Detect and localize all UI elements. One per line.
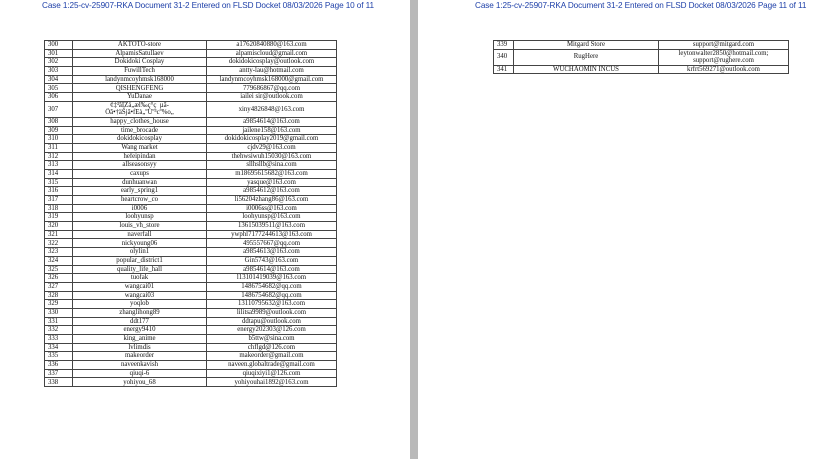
email-address: iailei sir@outlook.com	[207, 93, 337, 102]
row-number: 333	[45, 335, 73, 344]
table-row	[45, 67, 337, 76]
email-address: a9854614@163.com	[207, 117, 337, 126]
table-row	[45, 58, 337, 67]
table-row	[45, 126, 337, 135]
row-number: 315	[45, 178, 73, 187]
row-number: 316	[45, 187, 73, 196]
store-name: Wang market	[73, 143, 207, 152]
store-name: popular_district1	[73, 256, 207, 265]
row-number: 329	[45, 300, 73, 309]
email-address: a9854613@163.com	[207, 248, 337, 257]
email-address: 13110795632@163.com	[207, 300, 337, 309]
store-name: yoqlob	[73, 300, 207, 309]
email-address: a17620840880@163.com	[207, 41, 337, 50]
store-name: AlpamisSatullaev	[73, 49, 207, 58]
row-number: 306	[45, 93, 73, 102]
store-name: quality_life_hall	[73, 265, 207, 274]
store-name: dokidokicosplay	[73, 135, 207, 144]
email-address: a9854614@163.com	[207, 265, 337, 274]
email-address: 1486754682@qq.com	[207, 291, 337, 300]
row-number: 334	[45, 343, 73, 352]
row-number: 340	[494, 49, 514, 65]
store-name: ddt177	[73, 317, 207, 326]
row-number: 328	[45, 291, 73, 300]
email-address: Gin5743@163.com	[207, 256, 337, 265]
email-address: qiuqixiyi1@126.com	[207, 369, 337, 378]
table-row	[45, 213, 337, 222]
store-name: king_anime	[73, 335, 207, 344]
email-address: i0006ss@163.com	[207, 204, 337, 213]
table-row	[494, 49, 789, 65]
store-name: wangcai03	[73, 291, 207, 300]
row-number: 335	[45, 352, 73, 361]
table-row	[45, 265, 337, 274]
table-row	[45, 101, 337, 117]
row-number: 310	[45, 135, 73, 144]
store-name: RugHere	[514, 49, 659, 65]
store-email-table	[44, 40, 337, 387]
table-row	[45, 161, 337, 170]
table-row	[45, 93, 337, 102]
store-name: naveenkavish	[73, 361, 207, 370]
store-name: early_spring1	[73, 187, 207, 196]
table-row	[45, 352, 337, 361]
table-row	[45, 300, 337, 309]
table-row	[45, 326, 337, 335]
email-address: dokidokicosplay2019@gmail.com	[207, 135, 337, 144]
store-name: WUCHAOMIN INCUS	[514, 65, 659, 74]
email-address: cjdv29@163.com	[207, 143, 337, 152]
table-row	[45, 135, 337, 144]
email-address: dokidokicosplay@outlook.com	[207, 58, 337, 67]
row-number: 319	[45, 213, 73, 222]
document-page-11	[418, 0, 827, 459]
store-name: makeorder	[73, 352, 207, 361]
row-number: 317	[45, 196, 73, 205]
row-number: 336	[45, 361, 73, 370]
table-row	[45, 222, 337, 231]
email-address: li56204zhang86@163.com	[207, 196, 337, 205]
email-address: landynmcoyhmsk168000@gmail.com	[207, 75, 337, 84]
email-address: chflgd@126.com	[207, 343, 337, 352]
table-row	[45, 343, 337, 352]
table-row	[45, 143, 337, 152]
row-number: 337	[45, 369, 73, 378]
row-number: 341	[494, 65, 514, 74]
table-row	[45, 335, 337, 344]
document-page-10	[0, 0, 410, 459]
store-name: louis_vh_store	[73, 222, 207, 231]
row-number: 314	[45, 169, 73, 178]
email-address: naveen.globaltrade@gmail.com	[207, 361, 337, 370]
email-address: 495557667@qq.com	[207, 239, 337, 248]
store-name: happy_clothes_house	[73, 117, 207, 126]
store-name: YuDanae	[73, 93, 207, 102]
table-row	[45, 248, 337, 257]
store-name: nickyoung06	[73, 239, 207, 248]
email-address: leytonwalter2850@hotmail.com; support@rughere.com	[659, 49, 789, 65]
store-name: time_brocade	[73, 126, 207, 135]
row-number: 330	[45, 308, 73, 317]
table-row	[494, 65, 789, 74]
store-name: tuofak	[73, 274, 207, 283]
store-name: loohyunsp	[73, 213, 207, 222]
email-address: jailene158@163.com	[207, 126, 337, 135]
row-number: 302	[45, 58, 73, 67]
store-name: yohiyou_68	[73, 378, 207, 387]
email-address: yasque@163.com	[207, 178, 337, 187]
table-row	[45, 75, 337, 84]
row-number: 338	[45, 378, 73, 387]
table-row	[45, 84, 337, 93]
row-number: 300	[45, 41, 73, 50]
store-name: energy9410	[73, 326, 207, 335]
table-row	[45, 230, 337, 239]
row-number: 301	[45, 49, 73, 58]
email-address: ddtapu@outlook.com	[207, 317, 337, 326]
row-number: 312	[45, 152, 73, 161]
page-header: Case 1:25-cv-25907-RKA Document 31-2 Entered on FLSD Docket 08/03/2026 Page 11 of 11	[475, 1, 807, 10]
row-number: 339	[494, 41, 514, 50]
table-row	[45, 187, 337, 196]
store-name: landynmcoyhmsk168000	[73, 75, 207, 84]
row-number: 322	[45, 239, 73, 248]
table-row	[45, 291, 337, 300]
table-row	[45, 196, 337, 205]
email-address: support@mitgard.com	[659, 41, 789, 50]
store-name: lvlimdis	[73, 343, 207, 352]
store-name: Dokidoki Cosplay	[73, 58, 207, 67]
store-name: heartcrow_co	[73, 196, 207, 205]
table-row	[494, 41, 789, 50]
email-address: sllhsllb@sina.com	[207, 161, 337, 170]
table-row	[45, 282, 337, 291]
table-row	[45, 361, 337, 370]
row-number: 324	[45, 256, 73, 265]
email-address: 13615039511@163.com	[207, 222, 337, 231]
email-address: a9854612@163.com	[207, 187, 337, 196]
row-number: 327	[45, 282, 73, 291]
row-number: 308	[45, 117, 73, 126]
table-row	[45, 117, 337, 126]
table-row	[45, 204, 337, 213]
email-address: l13101419039@163.com	[207, 274, 337, 283]
row-number: 307	[45, 101, 73, 117]
row-number: 305	[45, 84, 73, 93]
table-row	[45, 49, 337, 58]
email-address: b5ttw@sina.com	[207, 335, 337, 344]
table-row	[45, 169, 337, 178]
table-row	[45, 274, 337, 283]
table-row	[45, 308, 337, 317]
email-address: m18695615682@163.com	[207, 169, 337, 178]
email-address: loohyunsp@163.com	[207, 213, 337, 222]
store-name: olylin1	[73, 248, 207, 257]
row-number: 326	[45, 274, 73, 283]
store-name: qiuqi-6	[73, 369, 207, 378]
row-number: 332	[45, 326, 73, 335]
table-row	[45, 317, 337, 326]
store-name: FuwillTech	[73, 67, 207, 76]
table-row	[45, 378, 337, 387]
row-number: 321	[45, 230, 73, 239]
email-address: 1486754682@qq.com	[207, 282, 337, 291]
email-address: ywphl7177244613@163.com	[207, 230, 337, 239]
email-address: thehwsiwuh15030@163.com	[207, 152, 337, 161]
email-address: xiny4826848@163.com	[207, 101, 337, 117]
table-row	[45, 178, 337, 187]
row-number: 313	[45, 161, 73, 170]
store-name: ¢‡³ãÌZå„æl‰ç°ç¯µã- Öã•†äŠjã•fEà„ºÙº³cº%o„	[73, 101, 207, 117]
store-name: QISHENGFENG	[73, 84, 207, 93]
email-address: krfrt569271@outlook.com	[659, 65, 789, 74]
table-row	[45, 152, 337, 161]
email-address: lilitsa9989@outlook.com	[207, 308, 337, 317]
row-number: 311	[45, 143, 73, 152]
page-header: Case 1:25-cv-25907-RKA Document 31-2 Entered on FLSD Docket 08/03/2026 Page 10 of 11	[42, 1, 374, 10]
row-number: 303	[45, 67, 73, 76]
email-address: makeorder@gmail.com	[207, 352, 337, 361]
store-name: dunhuanwan	[73, 178, 207, 187]
store-email-table	[493, 40, 789, 74]
row-number: 318	[45, 204, 73, 213]
row-number: 331	[45, 317, 73, 326]
table-row	[45, 239, 337, 248]
table-row	[45, 369, 337, 378]
store-name: caxups	[73, 169, 207, 178]
store-name: allseasonsyy	[73, 161, 207, 170]
email-address: antty-lau@hotmail.com	[207, 67, 337, 76]
store-name: wangcai01	[73, 282, 207, 291]
row-number: 325	[45, 265, 73, 274]
row-number: 323	[45, 248, 73, 257]
email-address: energy202303@126.com	[207, 326, 337, 335]
table-row	[45, 256, 337, 265]
row-number: 309	[45, 126, 73, 135]
row-number: 304	[45, 75, 73, 84]
store-name: AKTOTO-store	[73, 41, 207, 50]
row-number: 320	[45, 222, 73, 231]
email-address: yohiyouhai1892@163.com	[207, 378, 337, 387]
store-name: hefeipindan	[73, 152, 207, 161]
email-address: alpamiscloud@gmail.com	[207, 49, 337, 58]
store-name: naverfall	[73, 230, 207, 239]
store-name: zhanglihong89	[73, 308, 207, 317]
email-address: 779686867@qq.com	[207, 84, 337, 93]
store-name: i0006	[73, 204, 207, 213]
store-name: Mitgard Store	[514, 41, 659, 50]
table-row	[45, 41, 337, 50]
